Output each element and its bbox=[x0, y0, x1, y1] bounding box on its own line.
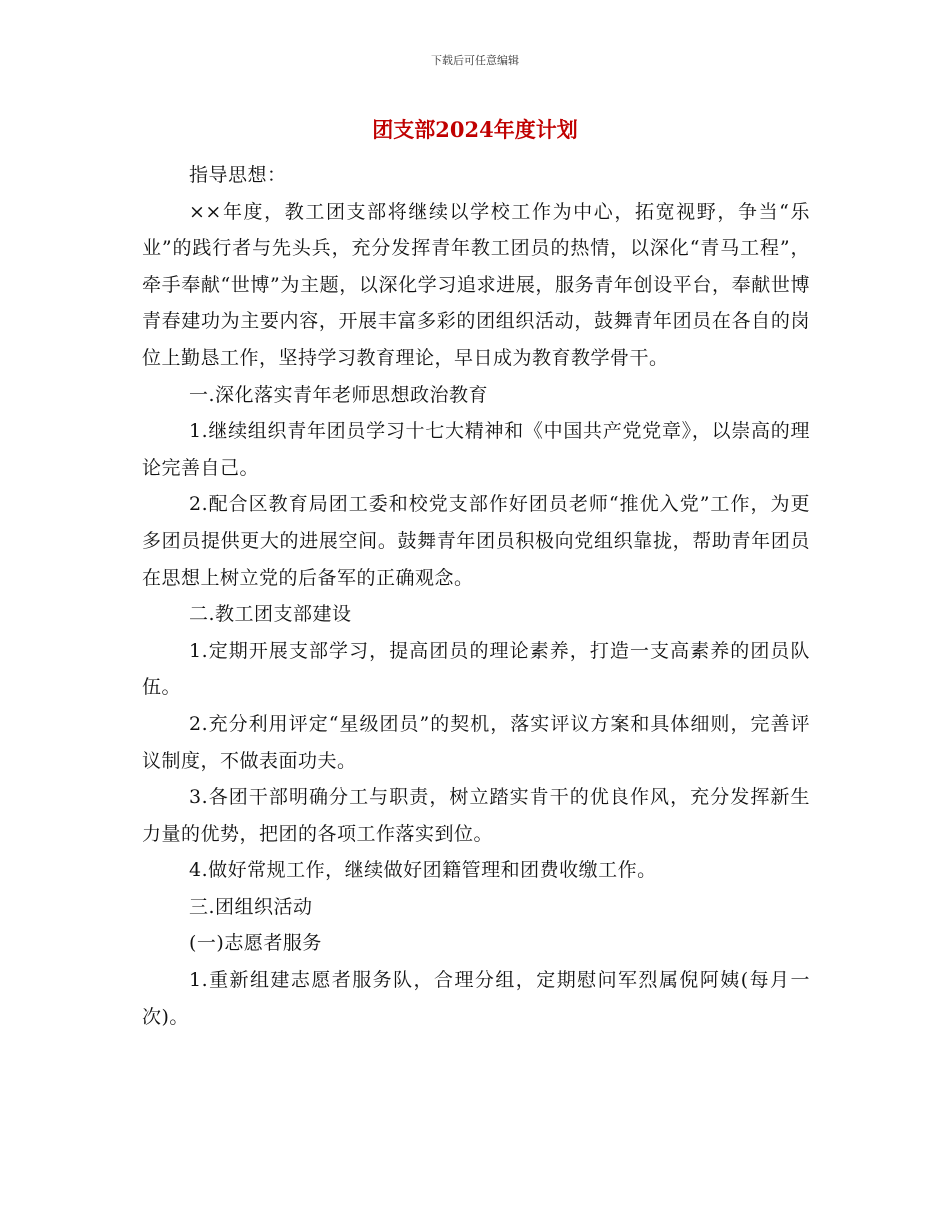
document-body bbox=[142, 157, 810, 1035]
list-item: 1.继续组织青年团员学习十七大精神和《中国共产党党章》，以崇高的理论完善自己。 bbox=[142, 420, 810, 479]
list-item: 1.重新组建志愿者服务队，合理分组，定期慰问军烈属倪阿姨(每月一次)。 bbox=[142, 969, 810, 1028]
paragraph-guiding-heading: 指导思想： bbox=[189, 164, 287, 186]
subsection-heading: (一)志愿者服务 bbox=[189, 932, 322, 955]
paragraph-guiding-thought: ××年度，教工团支部将继续以学校工作为中心，拓宽视野，争当“乐业”的践行者与先头兵，充分发挥青年教工团员的热情，以深化“青马工程”，牵手奉献“世博”为主题，以深化学习追求进展，服务青年创设平台，奉献世博青春建功为主要内容，开展丰富多彩的团组织活动，鼓舞青年团员在各自的岗位上勤恳工作，坚持学习教育理论，早日成为教育教学骨干。 bbox=[142, 200, 810, 369]
document-title: 团支部2024年度计划 bbox=[372, 117, 578, 142]
section-heading-3: 三.团组织活动 bbox=[189, 895, 313, 918]
list-item: 4.做好常规工作，继续做好团籍管理和团费收缴工作。 bbox=[189, 859, 657, 882]
section-heading-1: 一.深化落实青年老师思想政治教育 bbox=[189, 383, 489, 406]
list-item: 1.定期开展支部学习，提高团员的理论素养，打造一支高素养的团员队伍。 bbox=[142, 639, 810, 699]
page-header-note: 下载后可任意编辑 bbox=[431, 54, 519, 67]
list-item: 3.各团干部明确分工与职责，树立踏实肯干的优良作风，充分发挥新生力量的优势，把团的各项工作落实到位。 bbox=[142, 786, 810, 845]
list-item: 2.配合区教育局团工委和校党支部作好团员老师“推优入党”工作，为更多团员提供更大的进展空间。鼓舞青年团员积极向党组织靠拢，帮助青年团员在思想上树立党的后备军的正确观念。 bbox=[142, 493, 810, 589]
list-item: 2.充分利用评定“星级团员”的契机，落实评议方案和具体细则，完善评议制度，不做表面功夫。 bbox=[142, 712, 810, 772]
section-heading-2: 二.教工团支部建设 bbox=[189, 603, 352, 626]
